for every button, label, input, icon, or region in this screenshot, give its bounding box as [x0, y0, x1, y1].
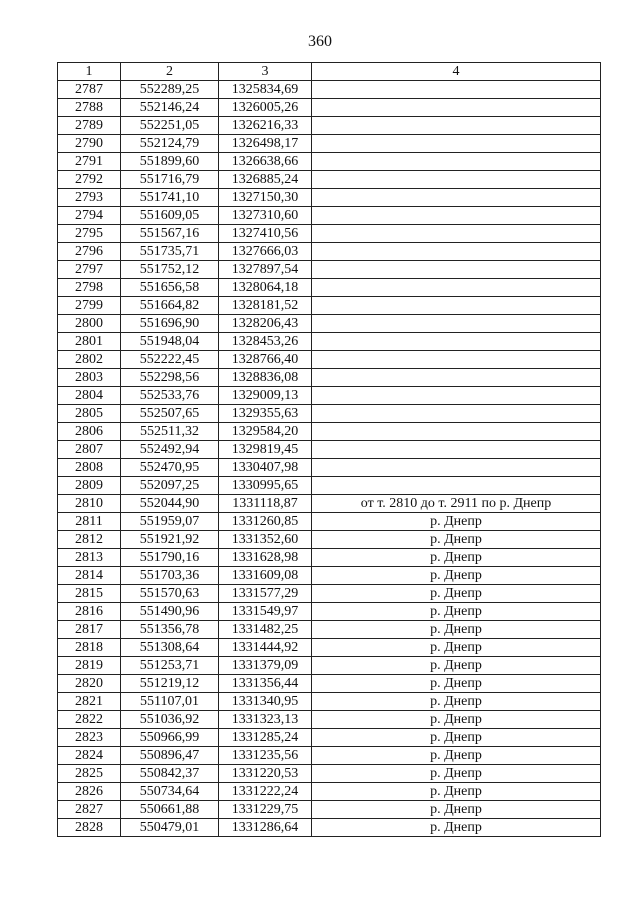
point-number-cell: 2819 [58, 657, 121, 675]
y-coordinate-cell: 1328453,26 [219, 333, 312, 351]
y-coordinate-cell: 1326885,24 [219, 171, 312, 189]
point-number-cell: 2814 [58, 567, 121, 585]
table-row [58, 549, 601, 567]
x-coordinate-cell: 551741,10 [121, 189, 219, 207]
description-cell [312, 423, 601, 441]
y-coordinate-cell: 1328181,52 [219, 297, 312, 315]
y-coordinate-cell: 1331235,56 [219, 747, 312, 765]
description-cell [312, 297, 601, 315]
x-coordinate-cell: 551219,12 [121, 675, 219, 693]
y-coordinate-cell: 1331286,64 [219, 819, 312, 837]
column-header-4: 4 [312, 63, 601, 81]
x-coordinate-cell: 552507,65 [121, 405, 219, 423]
point-number-cell: 2799 [58, 297, 121, 315]
x-coordinate-cell: 550734,64 [121, 783, 219, 801]
x-coordinate-cell: 552470,95 [121, 459, 219, 477]
y-coordinate-cell: 1331609,08 [219, 567, 312, 585]
y-coordinate-cell: 1327897,54 [219, 261, 312, 279]
x-coordinate-cell: 551356,78 [121, 621, 219, 639]
x-coordinate-cell: 552097,25 [121, 477, 219, 495]
y-coordinate-cell: 1328836,08 [219, 369, 312, 387]
description-cell [312, 459, 601, 477]
x-coordinate-cell: 551703,36 [121, 567, 219, 585]
description-cell: р. Днепр [312, 765, 601, 783]
description-cell [312, 207, 601, 225]
table-row [58, 387, 601, 405]
point-number-cell: 2812 [58, 531, 121, 549]
x-coordinate-cell: 551567,16 [121, 225, 219, 243]
y-coordinate-cell: 1329355,63 [219, 405, 312, 423]
point-number-cell: 2808 [58, 459, 121, 477]
x-coordinate-cell: 552289,25 [121, 81, 219, 99]
point-number-cell: 2800 [58, 315, 121, 333]
y-coordinate-cell: 1331628,98 [219, 549, 312, 567]
x-coordinate-cell: 551696,90 [121, 315, 219, 333]
description-cell: р. Днепр [312, 783, 601, 801]
table-header-row [58, 63, 601, 81]
x-coordinate-cell: 552533,76 [121, 387, 219, 405]
column-header-1: 1 [58, 63, 121, 81]
description-cell [312, 441, 601, 459]
x-coordinate-cell: 551899,60 [121, 153, 219, 171]
table-row [58, 261, 601, 279]
x-coordinate-cell: 550896,47 [121, 747, 219, 765]
y-coordinate-cell: 1329584,20 [219, 423, 312, 441]
point-number-cell: 2826 [58, 783, 121, 801]
description-cell [312, 387, 601, 405]
description-cell: р. Днепр [312, 567, 601, 585]
description-cell: р. Днепр [312, 801, 601, 819]
x-coordinate-cell: 551308,64 [121, 639, 219, 657]
description-cell [312, 279, 601, 297]
description-cell: р. Днепр [312, 531, 601, 549]
y-coordinate-cell: 1331577,29 [219, 585, 312, 603]
table-row [58, 675, 601, 693]
table-row [58, 819, 601, 837]
x-coordinate-cell: 552492,94 [121, 441, 219, 459]
table-row [58, 315, 601, 333]
description-cell [312, 81, 601, 99]
description-cell: р. Днепр [312, 621, 601, 639]
x-coordinate-cell: 551959,07 [121, 513, 219, 531]
point-number-cell: 2804 [58, 387, 121, 405]
point-number-cell: 2795 [58, 225, 121, 243]
point-number-cell: 2822 [58, 711, 121, 729]
point-number-cell: 2811 [58, 513, 121, 531]
table-row [58, 243, 601, 261]
point-number-cell: 2798 [58, 279, 121, 297]
y-coordinate-cell: 1331549,97 [219, 603, 312, 621]
description-cell [312, 333, 601, 351]
description-cell: р. Днепр [312, 675, 601, 693]
point-number-cell: 2805 [58, 405, 121, 423]
table-body [58, 81, 601, 837]
point-number-cell: 2813 [58, 549, 121, 567]
table-row [58, 207, 601, 225]
point-number-cell: 2794 [58, 207, 121, 225]
description-cell: р. Днепр [312, 729, 601, 747]
point-number-cell: 2815 [58, 585, 121, 603]
point-number-cell: 2787 [58, 81, 121, 99]
table-row [58, 531, 601, 549]
description-cell: р. Днепр [312, 549, 601, 567]
table-row [58, 117, 601, 135]
point-number-cell: 2793 [58, 189, 121, 207]
x-coordinate-cell: 551664,82 [121, 297, 219, 315]
table-row [58, 603, 601, 621]
point-number-cell: 2801 [58, 333, 121, 351]
description-cell [312, 351, 601, 369]
table-row [58, 297, 601, 315]
page-number: 360 [308, 33, 332, 50]
description-cell [312, 369, 601, 387]
table-row [58, 621, 601, 639]
y-coordinate-cell: 1328206,43 [219, 315, 312, 333]
description-cell: р. Днепр [312, 711, 601, 729]
point-number-cell: 2827 [58, 801, 121, 819]
description-cell [312, 171, 601, 189]
table-row [58, 99, 601, 117]
y-coordinate-cell: 1327666,03 [219, 243, 312, 261]
table-row [58, 693, 601, 711]
y-coordinate-cell: 1326005,26 [219, 99, 312, 117]
point-number-cell: 2825 [58, 765, 121, 783]
table-row [58, 189, 601, 207]
point-number-cell: 2828 [58, 819, 121, 837]
point-number-cell: 2803 [58, 369, 121, 387]
table-row [58, 225, 601, 243]
x-coordinate-cell: 551735,71 [121, 243, 219, 261]
point-number-cell: 2824 [58, 747, 121, 765]
point-number-cell: 2809 [58, 477, 121, 495]
description-cell: от т. 2810 до т. 2911 по р. Днепр [312, 495, 601, 513]
y-coordinate-cell: 1331222,24 [219, 783, 312, 801]
description-cell: р. Днепр [312, 585, 601, 603]
x-coordinate-cell: 552511,32 [121, 423, 219, 441]
point-number-cell: 2797 [58, 261, 121, 279]
y-coordinate-cell: 1331444,92 [219, 639, 312, 657]
table-row [58, 459, 601, 477]
point-number-cell: 2817 [58, 621, 121, 639]
description-cell [312, 99, 601, 117]
point-number-cell: 2823 [58, 729, 121, 747]
y-coordinate-cell: 1327150,30 [219, 189, 312, 207]
description-cell [312, 117, 601, 135]
table-row [58, 369, 601, 387]
x-coordinate-cell: 551609,05 [121, 207, 219, 225]
x-coordinate-cell: 551036,92 [121, 711, 219, 729]
table-row [58, 567, 601, 585]
table-row [58, 477, 601, 495]
x-coordinate-cell: 551656,58 [121, 279, 219, 297]
x-coordinate-cell: 550966,99 [121, 729, 219, 747]
table-row [58, 423, 601, 441]
x-coordinate-cell: 552044,90 [121, 495, 219, 513]
y-coordinate-cell: 1327410,56 [219, 225, 312, 243]
x-coordinate-cell: 552251,05 [121, 117, 219, 135]
x-coordinate-cell: 552124,79 [121, 135, 219, 153]
column-header-2: 2 [121, 63, 219, 81]
x-coordinate-cell: 551948,04 [121, 333, 219, 351]
point-number-cell: 2792 [58, 171, 121, 189]
y-coordinate-cell: 1330407,98 [219, 459, 312, 477]
y-coordinate-cell: 1331220,53 [219, 765, 312, 783]
point-number-cell: 2818 [58, 639, 121, 657]
x-coordinate-cell: 550661,88 [121, 801, 219, 819]
x-coordinate-cell: 551716,79 [121, 171, 219, 189]
table-row [58, 783, 601, 801]
table-row [58, 513, 601, 531]
x-coordinate-cell: 551253,71 [121, 657, 219, 675]
x-coordinate-cell: 550842,37 [121, 765, 219, 783]
x-coordinate-cell: 551921,92 [121, 531, 219, 549]
x-coordinate-cell: 551107,01 [121, 693, 219, 711]
table-row [58, 711, 601, 729]
description-cell: р. Днепр [312, 747, 601, 765]
point-number-cell: 2807 [58, 441, 121, 459]
y-coordinate-cell: 1331482,25 [219, 621, 312, 639]
y-coordinate-cell: 1331379,09 [219, 657, 312, 675]
y-coordinate-cell: 1331356,44 [219, 675, 312, 693]
description-cell [312, 225, 601, 243]
description-cell [312, 153, 601, 171]
y-coordinate-cell: 1328766,40 [219, 351, 312, 369]
point-number-cell: 2790 [58, 135, 121, 153]
y-coordinate-cell: 1331260,85 [219, 513, 312, 531]
point-number-cell: 2806 [58, 423, 121, 441]
description-cell: р. Днепр [312, 603, 601, 621]
y-coordinate-cell: 1326216,33 [219, 117, 312, 135]
x-coordinate-cell: 551790,16 [121, 549, 219, 567]
table-row [58, 495, 601, 513]
description-cell: р. Днепр [312, 657, 601, 675]
point-number-cell: 2788 [58, 99, 121, 117]
point-number-cell: 2821 [58, 693, 121, 711]
y-coordinate-cell: 1331229,75 [219, 801, 312, 819]
x-coordinate-cell: 552146,24 [121, 99, 219, 117]
x-coordinate-cell: 550479,01 [121, 819, 219, 837]
table-row [58, 405, 601, 423]
y-coordinate-cell: 1331285,24 [219, 729, 312, 747]
y-coordinate-cell: 1326638,66 [219, 153, 312, 171]
point-number-cell: 2816 [58, 603, 121, 621]
point-number-cell: 2820 [58, 675, 121, 693]
description-cell [312, 405, 601, 423]
point-number-cell: 2796 [58, 243, 121, 261]
description-cell [312, 189, 601, 207]
description-cell [312, 261, 601, 279]
x-coordinate-cell: 551570,63 [121, 585, 219, 603]
y-coordinate-cell: 1329009,13 [219, 387, 312, 405]
table-row [58, 81, 601, 99]
description-cell [312, 243, 601, 261]
y-coordinate-cell: 1327310,60 [219, 207, 312, 225]
y-coordinate-cell: 1330995,65 [219, 477, 312, 495]
description-cell: р. Днепр [312, 513, 601, 531]
x-coordinate-cell: 552298,56 [121, 369, 219, 387]
table-row [58, 657, 601, 675]
y-coordinate-cell: 1331118,87 [219, 495, 312, 513]
point-number-cell: 2791 [58, 153, 121, 171]
table-row [58, 135, 601, 153]
y-coordinate-cell: 1331323,13 [219, 711, 312, 729]
x-coordinate-cell: 552222,45 [121, 351, 219, 369]
table-row [58, 729, 601, 747]
y-coordinate-cell: 1326498,17 [219, 135, 312, 153]
description-cell: р. Днепр [312, 693, 601, 711]
y-coordinate-cell: 1328064,18 [219, 279, 312, 297]
table-row [58, 279, 601, 297]
y-coordinate-cell: 1331340,95 [219, 693, 312, 711]
table-row [58, 153, 601, 171]
y-coordinate-cell: 1329819,45 [219, 441, 312, 459]
coordinates-table [57, 62, 601, 837]
table-row [58, 801, 601, 819]
description-cell: р. Днепр [312, 819, 601, 837]
x-coordinate-cell: 551752,12 [121, 261, 219, 279]
table-row [58, 441, 601, 459]
table-row [58, 747, 601, 765]
y-coordinate-cell: 1331352,60 [219, 531, 312, 549]
table-row [58, 351, 601, 369]
x-coordinate-cell: 551490,96 [121, 603, 219, 621]
table-row [58, 639, 601, 657]
description-cell [312, 135, 601, 153]
table-row [58, 765, 601, 783]
point-number-cell: 2802 [58, 351, 121, 369]
table-row [58, 171, 601, 189]
description-cell [312, 315, 601, 333]
table-row [58, 333, 601, 351]
table-row [58, 585, 601, 603]
description-cell [312, 477, 601, 495]
point-number-cell: 2789 [58, 117, 121, 135]
point-number-cell: 2810 [58, 495, 121, 513]
column-header-3: 3 [219, 63, 312, 81]
description-cell: р. Днепр [312, 639, 601, 657]
y-coordinate-cell: 1325834,69 [219, 81, 312, 99]
